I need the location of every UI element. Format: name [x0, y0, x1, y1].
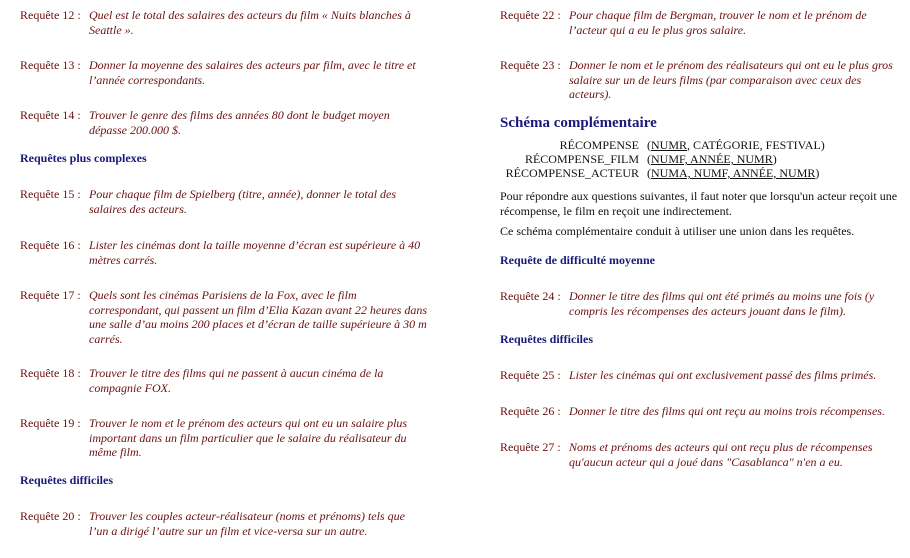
query-24 [500, 289, 890, 318]
query-text: Donner la moyenne des salaires des acteurs par film, avec le titre et l’année correspondants. [89, 58, 416, 87]
query-25 [500, 368, 905, 383]
relation-name: RÉCOMPENSE [559, 138, 639, 152]
query-label: Requête 17 : [20, 288, 81, 302]
query-text: Donner le titre des films qui ont été primés au moins une fois (y compris les récompenses des acteurs jouant dans le film). [569, 289, 875, 318]
query-18 [20, 366, 400, 395]
query-text: Quels sont les cinémas Parisiens de la Fox, avec le film correspondant, qui passent un film d’Elia Kazan avant 22 heures dans une salle d’au moins 200 places et d’écran de taille supérieure à 30 m carrés. [89, 288, 428, 346]
query-label: Requête 27 : [500, 440, 561, 454]
query-label: Requête 22 : [500, 8, 561, 22]
query-15 [20, 187, 410, 216]
query-17 [20, 288, 432, 346]
relation-name: RÉCOMPENSE_FILM [524, 152, 639, 166]
query-text: Trouver les couples acteur-réalisateur (noms et prénoms) tels que l’un a dirigé l’autre sur un film et vice-versa sur un autre. [89, 509, 405, 538]
query-text: Trouver le titre des films qui ne passent à aucun cinéma de la compagnie FOX. [89, 366, 384, 395]
query-label: Requête 15 : [20, 187, 81, 201]
relation-recompense-film [500, 152, 825, 166]
query-text: Donner le nom et le prénom des réalisateurs qui ont eu le plus gros salaire sur un de leurs films (par comparaison avec ceux des acteurs). [569, 58, 893, 101]
query-label: Requête 12 : [20, 8, 81, 22]
query-label: Requête 14 : [20, 108, 81, 122]
query-27 [500, 440, 890, 469]
section-heading-difficult: Requêtes difficiles [500, 332, 593, 346]
relation-attributes: (NUMR, CATÉGORIE, FESTIVAL) [647, 138, 825, 152]
query-23 [500, 58, 902, 102]
section-heading-medium: Requête de difficulté moyenne [500, 253, 655, 267]
query-text: Noms et prénoms des acteurs qui ont reçu plus de récompenses qu'aucun acteur qui a joué dans "Casablanca" n'en a eu. [569, 440, 873, 469]
primary-key: NUMF, ANNÉE, NUMR [651, 152, 773, 166]
query-20 [20, 509, 420, 538]
query-text: Lister les cinémas dont la taille moyenne d’écran est supérieure à 40 mètres carrés. [89, 238, 421, 267]
query-26 [500, 404, 905, 419]
section-heading-difficult: Requêtes difficiles [20, 473, 113, 487]
query-text: Trouver le nom et le prénom des acteurs qui ont eu un salaire plus important dans un film particulier que le salaire du réalisateur du même film. [89, 416, 408, 459]
query-text: Trouver le genre des films des années 80 dont le budget moyen dépasse 200.000 $. [89, 108, 390, 137]
query-label: Requête 16 : [20, 238, 81, 252]
relation-attributes: (NUMF, ANNÉE, NUMR) [647, 152, 777, 166]
query-text: Donner le titre des films qui ont reçu au moins trois récompenses. [569, 404, 885, 418]
query-16 [20, 238, 428, 267]
paragraph-union: Ce schéma complémentaire conduit à utiliser une union dans les requêtes. [500, 224, 855, 238]
schema-relations [500, 138, 825, 180]
relation-name: RÉCOMPENSE_ACTEUR [505, 166, 639, 180]
query-text: Pour chaque film de Bergman, trouver le nom et le prénom de l’acteur qui a eu le plus gros salaire. [569, 8, 867, 37]
query-text: Pour chaque film de Spielberg (titre, année), donner le total des salaires des acteurs. [89, 187, 397, 216]
query-13 [20, 58, 420, 87]
query-label: Requête 26 : [500, 404, 561, 418]
primary-key: NUMA, NUMF, ANNÉE, NUMR [651, 166, 816, 180]
query-22 [500, 8, 890, 37]
query-label: Requête 24 : [500, 289, 561, 303]
query-label: Requête 20 : [20, 509, 81, 523]
query-12 [20, 8, 420, 37]
relation-recompense [500, 138, 825, 152]
query-text: Quel est le total des salaires des acteurs du film « Nuits blanches à Seattle ». [89, 8, 411, 37]
section-heading-complex: Requêtes plus complexes [20, 151, 147, 165]
query-label: Requête 25 : [500, 368, 561, 382]
primary-key: NUMR [651, 138, 688, 152]
query-19 [20, 416, 418, 460]
relation-attributes: (NUMA, NUMF, ANNÉE, NUMR) [647, 166, 820, 180]
query-text: Lister les cinémas qui ont exclusivement passé des films primés. [569, 368, 877, 382]
schema-title: Schéma complémentaire [500, 115, 657, 131]
query-14 [20, 108, 410, 137]
relation-recompense-acteur [500, 166, 825, 180]
paragraph-note: Pour répondre aux questions suivantes, il faut noter que lorsqu'un acteur reçoit une récompense, le film en reçoit une indirectement. [500, 189, 898, 218]
query-label: Requête 13 : [20, 58, 81, 72]
query-label: Requête 23 : [500, 58, 561, 72]
query-label: Requête 19 : [20, 416, 81, 430]
query-label: Requête 18 : [20, 366, 81, 380]
